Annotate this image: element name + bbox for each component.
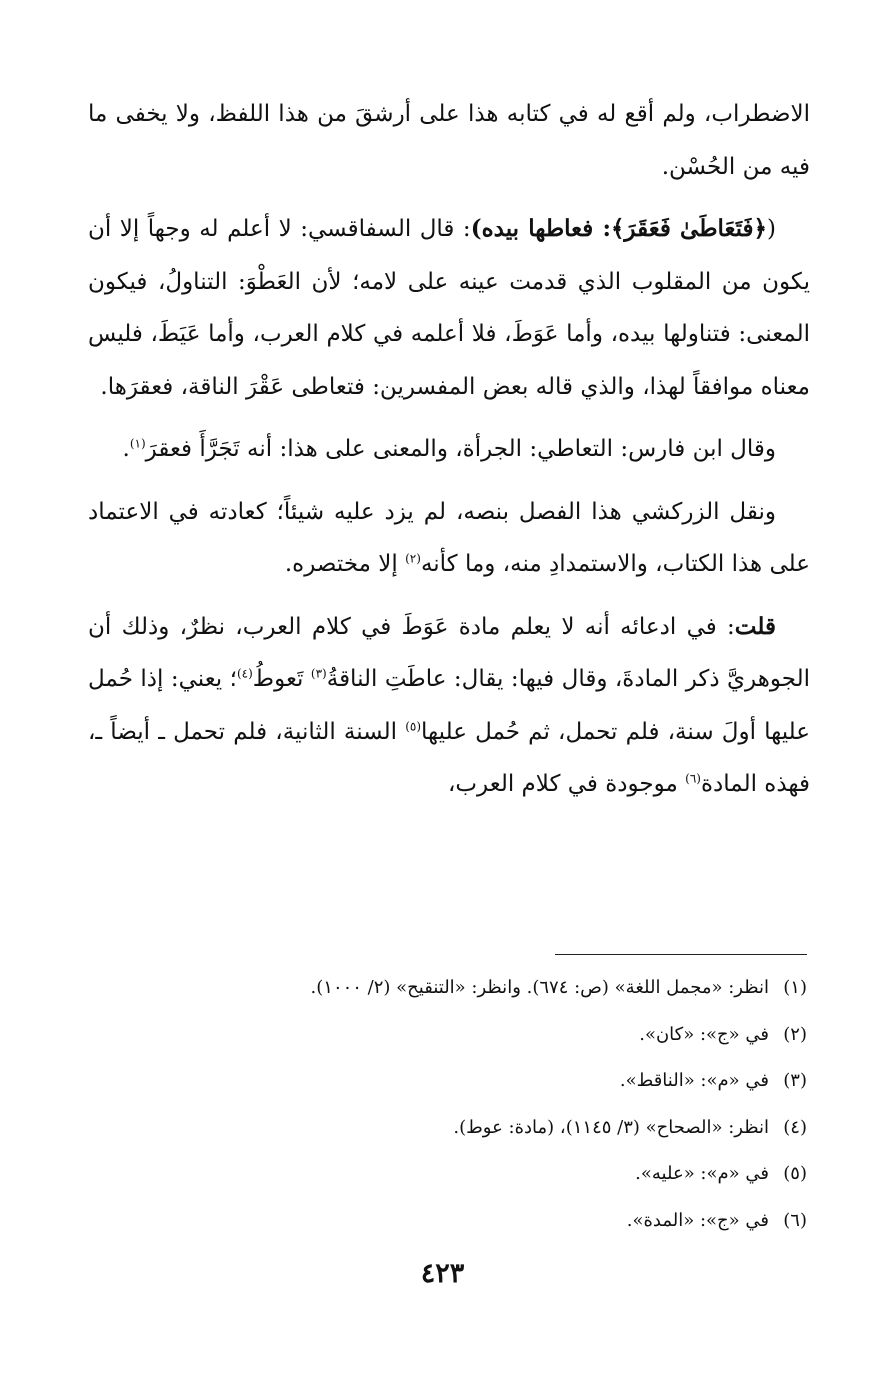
paragraph-5-text-4: السنة الثانية، فلم تحمل ـ أيضاً ـ، فهذه المادة [88,718,810,797]
footnote-ref-3[interactable]: (٣) [310,666,327,681]
footnote-ref-5[interactable]: (٥) [405,718,422,733]
footnote-ref-6[interactable]: (٦) [685,771,701,786]
footnote-text: انظر: «الصحاح» (٣/ ١١٤٥)، (مادة: عوط). [453,1116,769,1138]
footnote-item [107,1151,807,1198]
footnote-ref-2[interactable]: (٢) [405,551,421,566]
footnote-number: (٣) [783,1070,807,1091]
qultu-lead: قلت [734,612,776,640]
footnote-item [107,1198,807,1245]
footnotes-list [107,965,807,1244]
footnote-item [107,1058,807,1105]
footnote-number: (٥) [783,1163,807,1184]
footnote-number: (٢) [783,1023,807,1045]
footnote-text: انظر: «مجمل اللغة» (ص: ٦٧٤). وانظر: «التنقيح» (٢/ ١٠٠٠). [310,977,769,998]
paragraph-2: (﴿فَتَعَاطَىٰ فَعَقَرَ﴾: فعاطها بيده): قال السفاقسي: لا أعلم له وجهاً إلا أن يكون من المقلوب الذي قدمت عينه على لامه؛ لأن العَطْوَ: التناولُ، فيكون المعنى: فتناولها بيده، وأما عَوَطَ، فلا أعلمه في كلام العرب، وأما عَيَطَ، فليس معناه موافقاً لهذا، والذي قاله بعض المفسرين: فتعاطى عَقْرَ الناقة، فعقرَها. [88,215,810,400]
main-text [88,88,810,821]
footnote-number: (١) [783,977,807,998]
paragraph-5 [88,601,810,811]
paragraph-4-end: إلا مختصره. [284,551,406,577]
footnote-text: في «ج»: «المدة». [626,1209,769,1231]
footnote-text: في «م»: «عليه». [635,1163,769,1184]
footnote-separator [555,954,807,955]
footnote-number: (٦) [783,1209,807,1231]
quran-verse: ﴿فَتَعَاطَىٰ فَعَقَرَ﴾ [610,215,768,242]
footnote-ref-1[interactable]: (١) [129,436,146,451]
paragraph-1-text: الاضطراب، ولم أقع له في كتابه هذا على أرشقَ من هذا اللفظ، ولا يخفى ما فيه من الحُسْن. [88,101,810,180]
footnote-ref-4[interactable]: (٤) [236,666,253,681]
paragraph-3 [88,423,810,476]
paragraph-3-text: وقال ابن فارس: التعاطي: الجرأة، والمعنى على هذا: أنه تَجَرَّأَ فعقرَ [145,436,776,462]
verse-explanation: : فعاطها بيده) [470,215,611,242]
paragraph-4 [88,486,810,591]
footnote-number: (٤) [783,1116,807,1138]
paragraph-3-end: . [122,436,130,462]
footnote-item [107,1105,807,1152]
paragraph-4-text: ونقل الزركشي هذا الفصل بنصه، لم يزد عليه شيئاً؛ كعادته في الاعتماد على هذا الكتاب، والاستمدادِ منه، وما كأنه [88,498,810,577]
paragraph-5-text-3: ؛ يعني: إذا حُمل عليها أولَ سنة، فلم تحمل، ثم حُمل عليها [88,666,810,745]
paragraph-5-text-5: موجودة في كلام العرب، [447,771,686,797]
page-number: ٤٢٣ [420,1258,465,1289]
footnote-text: في «م»: «الناقط». [619,1070,769,1091]
paragraph-5-text-1: : في ادعائه أنه لا يعلم مادة عَوَطَ في كلام العرب، نظرٌ، وذلك أن الجوهريَّ ذكر المادةَ، وقال فيها: يقال: عاطَتِ الناقةُ [88,613,811,692]
footnote-item [107,965,807,1012]
paragraph-1 [88,88,810,193]
footnote-item [107,1012,807,1059]
paragraph-5-text-2: تَعوطُ [252,666,311,692]
footnote-text: في «ج»: «كان». [639,1023,769,1045]
paragraph-2-text: : قال السفاقسي: لا أعلم له وجهاً إلا أن يكون من المقلوب الذي قدمت عينه على لامه؛ لأن العَطْوَ: التناولُ، فيكون المعنى: فتناولها بيده، وأما عَوَطَ، فلا أعلمه في كلام العرب، وأما عَيَطَ، فليس معناه موافقاً لهذا، والذي قاله بعض المفسرين: فتعاطى عَقْرَ الناقة، فعقرَها. [88,216,810,400]
